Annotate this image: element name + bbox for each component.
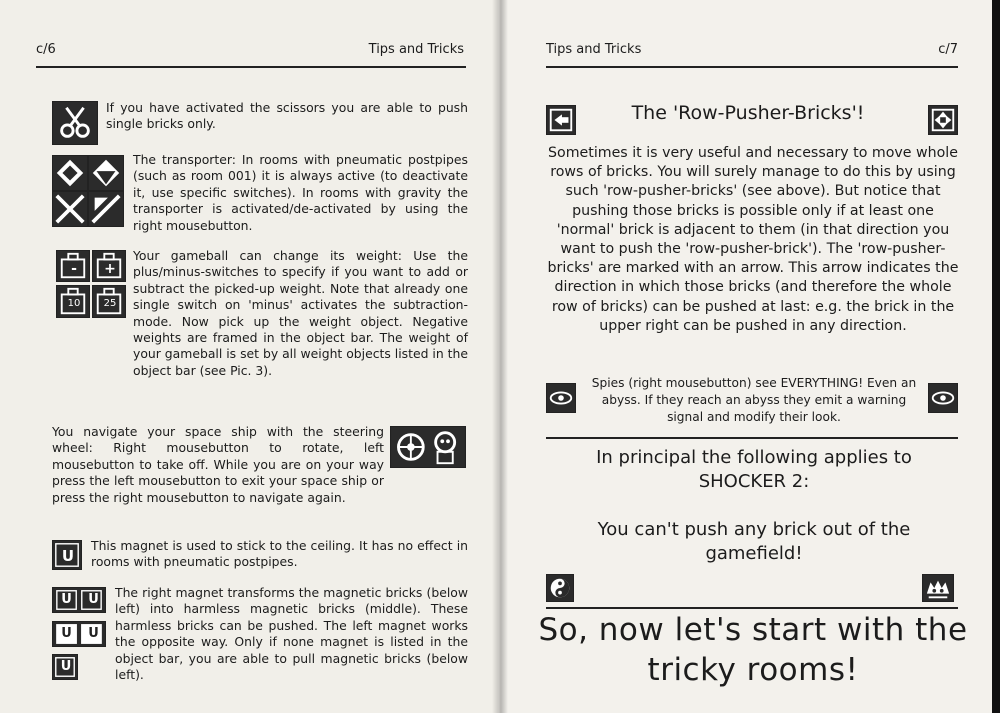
yin-yang-icon	[546, 574, 574, 602]
weight-plus-label: +	[104, 261, 116, 277]
transporter-cross-icon	[52, 191, 88, 227]
weight-plus-icon	[92, 250, 126, 282]
section-title: The 'Row-Pusher-Bricks'!	[631, 102, 865, 124]
magnet-pair-top-glyph-left: U	[61, 592, 72, 607]
transporter-down-icon	[88, 155, 124, 191]
weight-25-label: 25	[103, 298, 117, 309]
spies-text: Spies (right mousebutton) see EVERYTHING! Even an abyss. If they reach an abyss they emit a warning signal and modify their look.	[591, 376, 917, 424]
weight-10-label: 10	[67, 298, 81, 309]
magnet-pair-bottom-glyph-right: U	[88, 626, 99, 641]
row-pusher-text: Sometimes it is very useful and necessary to move whole rows of bricks. You will surely manage to do this by using such 'row-pusher-bricks' (see above). But notice that pushing those bricks is possible only if at least one 'normal' brick is adjacent to them (in that direction you want to push the 'row-pusher-brick'). The 'row-pusher-bricks' are marked with an arrow. This arrow indicates the direction in which those bricks (and therefore the whole row of bricks) can be pushed at last: e.g. the brick in the upper right can be pushed in any direction.	[547, 145, 959, 334]
transporter-up-icon	[52, 155, 88, 191]
magnet-pair-bottom-glyph-left: U	[61, 626, 72, 641]
page-number-left: c/6	[36, 42, 56, 57]
header-rule-left	[36, 66, 466, 68]
magnet-right-text: The right magnet transforms the magnetic bricks (below left) into harmless magnetic bricks (middle). These harmless bricks can be pushed. The left magnet works the opposite way. Only if none magnet is listed in the object bar, you are able to pull magnetic bricks (below left).	[115, 585, 468, 683]
principal-text: In principal the following applies to SHOCKER 2:	[596, 447, 912, 492]
magnet-ceiling-text: This magnet is used to stick to the ceiling. It has no effect in rooms with pneumatic postpipes.	[91, 538, 468, 570]
scissors-text: If you have activated the scissors you are able to push single bricks only.	[106, 100, 468, 132]
magnet-pair-top-glyph-right: U	[88, 592, 99, 607]
magnet-pair-top-icon	[52, 587, 106, 613]
right-page	[498, 0, 992, 713]
header-title-left: Tips and Tricks	[368, 42, 464, 57]
magnetic-brick-icon	[52, 654, 78, 680]
transporter-diagonal-icon	[88, 191, 124, 227]
spy-eye-right-icon	[928, 383, 958, 413]
section-rule-1	[546, 437, 958, 439]
weight-10-icon	[56, 285, 90, 318]
weight-minus-label: -	[71, 261, 77, 277]
monster-icon	[922, 574, 954, 602]
weight-icon-group	[52, 250, 126, 318]
transporter-icon-group	[52, 155, 124, 227]
final-text: So, now let's start with the tricky rooms!	[538, 612, 968, 688]
header-rule-right	[546, 66, 958, 68]
magnet-ceiling-icon	[52, 540, 82, 570]
left-page	[0, 0, 498, 713]
steering-wheel-icon	[390, 426, 466, 468]
magnet-ceiling-glyph: U	[61, 547, 75, 565]
page-edge	[992, 0, 1000, 713]
weight-25-icon	[92, 285, 126, 318]
header-title-right: Tips and Tricks	[546, 42, 642, 57]
spaceship-text: You navigate your space ship with the steering wheel: Right mousebutton to rotate, left mousebutton to take off. While you are on your way press the left mousebutton to exit your space ship or press the right mousebutton to navigate again.	[52, 424, 384, 505]
row-pusher-left-icon	[546, 105, 576, 135]
scissors-icon	[52, 101, 98, 145]
section-rule-2	[546, 607, 958, 609]
rule-text: You can't push any brick out of the gamefield!	[597, 519, 911, 564]
magnetic-brick-glyph: U	[60, 659, 72, 674]
page-number-right: c/7	[938, 42, 958, 57]
weight-minus-icon	[56, 250, 90, 282]
row-pusher-any-direction-icon	[928, 105, 958, 135]
weight-text: Your gameball can change its weight: Use the plus/minus-switches to specify if you want to add or subtract the picked-up weight. Note that already one single switch on 'minus' activates the subtraction-mode. Now pick up the weight object. Negative weights are framed in the object bar. The weight of your gameball is set by all weight objects listed in the object bar (see Pic. 3).	[133, 248, 468, 378]
spy-eye-left-icon	[546, 383, 576, 413]
magnet-pair-bottom-icon	[52, 621, 106, 647]
transporter-text: The transporter: In rooms with pneumatic postpipes (such as room 001) it is always active (to deactivate it, use specific switches). In rooms with gravity the transporter is activated/de-activated by using the right mousebutton.	[133, 152, 468, 233]
book-gutter	[492, 0, 508, 713]
